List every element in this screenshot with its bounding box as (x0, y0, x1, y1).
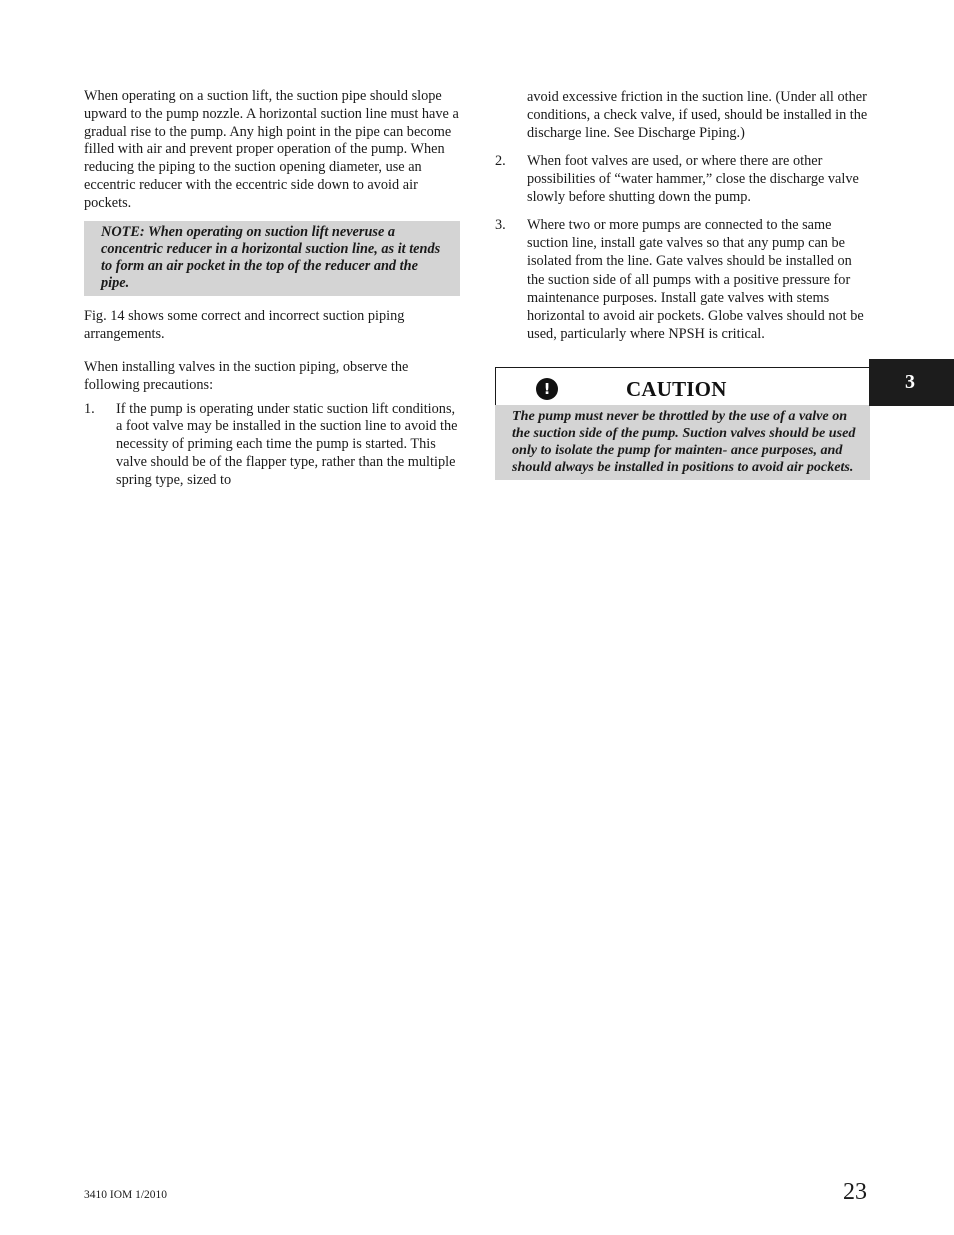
left-column (84, 88, 460, 490)
list-item-2 (495, 152, 870, 206)
precautions-list (84, 401, 460, 490)
caution-box (495, 367, 870, 480)
list-item-text: When foot valves are used, or where there are other possibilities of “water hammer,” close the discharge valve slowly before shutting down the pump. (527, 153, 859, 206)
page-number: 23 (843, 1179, 867, 1205)
fig-reference-paragraph: Fig. 14 shows some correct and incorrect suction piping arrangements. (84, 308, 405, 343)
list-item-1-continued: avoid excessive friction in the suction line. (Under all other conditions, a check valve, if used, should be installed in the discharge line. See Discharge Piping.) (527, 89, 868, 141)
list-item-text: If the pump is operating under static suction lift conditions, a foot valve may be installed in the suction line to avoid the necessity of priming each time the pump is started. This valve should be of the flapper type, rather than the multiple spring type, sized to (116, 400, 458, 488)
section-tab (869, 359, 954, 406)
list-item-1 (84, 401, 460, 490)
footer-doc-id: 3410 IOM 1/2010 (84, 1189, 168, 1201)
caution-text: The pump must never be throttled by the use of a valve on the suction side of the pump. Suction valves should be used only to isolate the pump for mainten- ance purposes, and should always be installed in positions to avoid air pockets. (495, 405, 870, 480)
caution-title: CAUTION (626, 377, 727, 401)
list-number: 3. (495, 217, 506, 234)
valves-intro-paragraph: When installing valves in the suction piping, observe the following precautions: (84, 358, 409, 393)
list-item-3 (495, 216, 870, 343)
section-number: 3 (905, 371, 915, 393)
intro-paragraph: When operating on a suction lift, the suction pipe should slope upward to the pump nozzle. A horizontal suction line must have a gradual rise to the pump. Any high point in the pipe can become filled with air and prevent proper operation of the pump. When reducing the piping to the suction opening diameter, use an eccentric reducer with the eccentric side down to avoid air pockets. (84, 88, 459, 211)
list-number: 1. (84, 400, 95, 417)
list-item-text: Where two or more pumps are connected to the same suction line, install gate valves so that any pump can be isolated from the line. Gate valves should be installed on the suction side of all pumps with a positive pressure for maintenance purposes. Install gate valves with stems horizontal to avoid air pockets. Globe valves should not be used, particularly where NPSH is critical. (527, 217, 864, 342)
list-number: 2. (495, 153, 506, 169)
caution-header (495, 367, 870, 405)
right-column (495, 88, 870, 343)
exclamation-icon: ! (536, 378, 558, 400)
suction-note: NOTE: When operating on suction lift neveruse a concentric reducer in a horizontal suction line, as it tends to form an air pocket in the top of the reducer and the pipe. (84, 221, 460, 297)
